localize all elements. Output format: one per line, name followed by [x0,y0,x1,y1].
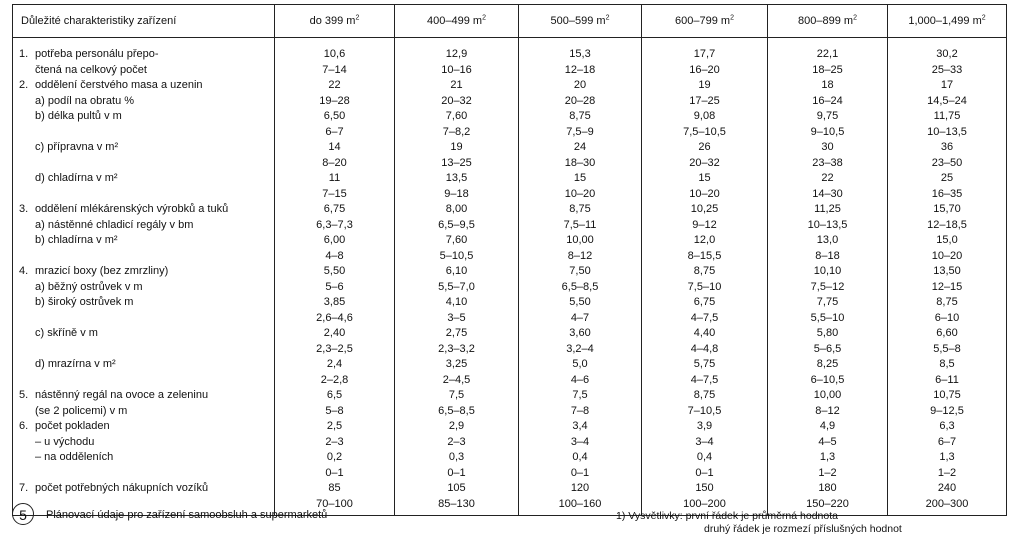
value-cell: 6,75 [642,295,768,311]
table-row [13,326,1007,342]
value-cell: 1,3 [888,450,1007,466]
value-cell: 30,2 [888,38,1007,63]
value-cell: 4–7,5 [642,311,768,327]
value-cell: 20–32 [642,156,768,172]
value-cell: 6,50 [275,109,395,125]
header-characteristics: Důležité charakteristiky zařízení [13,5,275,38]
value-cell: 21 [395,78,519,94]
value-cell: 7,5–10,5 [642,125,768,141]
value-cell: 3–4 [519,435,642,451]
value-cell: 7,5–12 [768,280,888,296]
value-cell: 2–3 [395,435,519,451]
row-number: 1. [19,48,29,60]
row-label-cell [13,78,275,94]
value-cell: 8–12 [768,404,888,420]
row-label-cell [13,466,275,482]
row-label-cell [13,373,275,389]
row-label-cell [13,249,275,265]
table-row [13,125,1007,141]
value-cell: 7,50 [519,264,642,280]
value-cell: 4–6 [519,373,642,389]
value-cell: 5,0 [519,357,642,373]
value-cell: 12–18,5 [888,218,1007,234]
value-cell: 22 [768,171,888,187]
value-cell: 13,0 [768,233,888,249]
row-label-cell [13,218,275,234]
value-cell: 3,85 [275,295,395,311]
value-cell: 15,0 [888,233,1007,249]
value-cell: 8,75 [519,202,642,218]
row-label: a) podíl na obratu % [35,94,135,107]
value-cell: 10,6 [275,38,395,63]
value-cell: 12,9 [395,38,519,63]
value-cell: 6,5 [275,388,395,404]
value-cell: 120 [519,481,642,497]
row-label: c) přípravna v m² [35,141,119,153]
value-cell: 200–300 [888,497,1007,516]
value-cell: 0–1 [642,466,768,482]
table-row [13,202,1007,218]
figure-caption [12,500,532,530]
row-label-cell [13,481,275,497]
table-row [13,435,1007,451]
value-cell: 7,60 [395,109,519,125]
value-cell: 5–8 [275,404,395,420]
value-cell: 100–160 [519,497,642,516]
value-cell: 19–28 [275,94,395,110]
table-row [13,466,1007,482]
value-cell: 7–8 [519,404,642,420]
value-cell: 16–35 [888,187,1007,203]
row-label: – na odděleních [35,451,114,463]
header-col-sup: 2 [482,14,486,22]
header-col-sup: 2 [853,14,857,22]
value-cell: 7–8,2 [395,125,519,141]
row-label: oddělení čerstvého masa a uzenin [35,79,203,91]
value-cell: 9–10,5 [768,125,888,141]
table-row [13,109,1007,125]
value-cell: 6,60 [888,326,1007,342]
value-cell: 7,75 [768,295,888,311]
document [12,4,1006,516]
value-cell: 8–15,5 [642,249,768,265]
row-label: d) chladírna v m² [35,172,118,184]
value-cell: 4–5 [768,435,888,451]
table-row [13,218,1007,234]
value-cell: 9–18 [395,187,519,203]
table-row [13,156,1007,172]
value-cell: 25–33 [888,63,1007,79]
value-cell: 5,80 [768,326,888,342]
table-row [13,373,1007,389]
value-cell: 18–25 [768,63,888,79]
value-cell: 3,60 [519,326,642,342]
row-number: 7. [19,482,29,494]
value-cell: 24 [519,140,642,156]
value-cell: 4–4,8 [642,342,768,358]
value-cell: 4–7 [519,311,642,327]
row-label-cell [13,264,275,280]
header-col-sup: 2 [730,14,734,22]
value-cell: 5,50 [275,264,395,280]
value-cell: 17,7 [642,38,768,63]
header-col-sup: 2 [981,14,986,22]
table-row [13,311,1007,327]
planning-table [12,4,1007,516]
row-label-cell [13,233,275,249]
footnote-line-1: 1) Vysvětlivky: první řádek je průměrná hodnota [616,510,838,522]
value-cell: 10–13,5 [768,218,888,234]
row-label: (se 2 policemi) v m [35,404,128,417]
value-cell: 5,5–8 [888,342,1007,358]
row-label-cell [13,435,275,451]
value-cell: 2,3–3,2 [395,342,519,358]
value-cell: 14,5–24 [888,94,1007,110]
header-row [13,5,1007,38]
table-row [13,249,1007,265]
value-cell: 15 [642,171,768,187]
value-cell: 85 [275,481,395,497]
header-col-text: 500–599 m [550,15,606,27]
table-row [13,264,1007,280]
value-cell: 15,70 [888,202,1007,218]
row-label: počet potřebných nákupních vozíků [35,482,209,494]
value-cell: 36 [888,140,1007,156]
value-cell: 9,75 [768,109,888,125]
value-cell: 105 [395,481,519,497]
row-label: a) běžný ostrůvek v m [35,280,143,293]
value-cell: 8–20 [275,156,395,172]
row-label-cell [13,125,275,141]
value-cell: 23–38 [768,156,888,172]
value-cell: 8–18 [768,249,888,265]
value-cell: 10–13,5 [888,125,1007,141]
value-cell: 0,2 [275,450,395,466]
value-cell: 3–5 [395,311,519,327]
value-cell: 26 [642,140,768,156]
value-cell: 0–1 [275,466,395,482]
row-number: 4. [19,265,29,277]
value-cell: 10–20 [642,187,768,203]
row-label: b) délka pultů v m [35,110,122,122]
value-cell: 0,4 [642,450,768,466]
row-label: d) mrazírna v m² [35,358,116,370]
value-cell: 8,00 [395,202,519,218]
footnote-line-2: druhý řádek je rozmezí příslušných hodnot [704,523,902,535]
row-label-cell [13,357,275,373]
value-cell: 12–18 [519,63,642,79]
value-cell: 6–7 [275,125,395,141]
value-cell: 15 [519,171,642,187]
table-row [13,94,1007,110]
value-cell: 9–12,5 [888,404,1007,420]
value-cell: 2,75 [395,326,519,342]
value-cell: 7,5–11 [519,218,642,234]
table-row [13,187,1007,203]
value-cell: 20 [519,78,642,94]
value-cell: 5,5–7,0 [395,280,519,296]
value-cell: 10,10 [768,264,888,280]
row-label: čtená na celkový počet [35,63,147,76]
value-cell: 14 [275,140,395,156]
table-row [13,38,1007,63]
row-label-cell [13,140,275,156]
value-cell: 11,25 [768,202,888,218]
row-label-cell [13,171,275,187]
table-row [13,450,1007,466]
value-cell: 70–100 [275,497,395,516]
value-cell: 6–7 [888,435,1007,451]
value-cell: 13–25 [395,156,519,172]
value-cell: 0–1 [519,466,642,482]
value-cell: 3,2–4 [519,342,642,358]
value-cell: 13,5 [395,171,519,187]
row-label-cell [13,94,275,110]
row-label: b) chladírna v m² [35,234,118,246]
header-col-6 [888,5,1007,38]
table-row [13,388,1007,404]
value-cell: 7,60 [395,233,519,249]
value-cell: 8,75 [642,264,768,280]
value-cell: 6,3 [888,419,1007,435]
table-row [13,140,1007,156]
value-cell: 180 [768,481,888,497]
value-cell: 20–32 [395,94,519,110]
value-cell: 22 [275,78,395,94]
value-cell: 10–20 [888,249,1007,265]
table-row [13,63,1007,79]
row-label-cell [13,311,275,327]
value-cell: 2,5 [275,419,395,435]
figure-number-badge: 5 [12,503,34,525]
value-cell: 7–15 [275,187,395,203]
value-cell: 20–28 [519,94,642,110]
header-col-text: 800–899 m [798,15,854,27]
value-cell: 9,08 [642,109,768,125]
value-cell: 2,9 [395,419,519,435]
footnote [616,510,902,536]
value-cell: 6,00 [275,233,395,249]
value-cell: 6,5–9,5 [395,218,519,234]
row-label-cell [13,38,275,63]
value-cell: 100–200 [642,497,768,516]
value-cell: 7–14 [275,63,395,79]
value-cell: 10,00 [519,233,642,249]
value-cell: 2–2,8 [275,373,395,389]
value-cell: 5,5–10 [768,311,888,327]
value-cell: 2,40 [275,326,395,342]
row-label: nástěnný regál na ovoce a zeleninu [35,389,209,401]
table-row [13,233,1007,249]
value-cell: 6–11 [888,373,1007,389]
row-number: 5. [19,389,29,401]
value-cell: 5–10,5 [395,249,519,265]
value-cell: 8,75 [519,109,642,125]
value-cell: 17 [888,78,1007,94]
value-cell: 3,4 [519,419,642,435]
value-cell: 2–4,5 [395,373,519,389]
header-col-1 [275,5,395,38]
value-cell: 19 [395,140,519,156]
value-cell: 25 [888,171,1007,187]
row-label-cell [13,404,275,420]
header-col-sup: 2 [605,14,610,22]
value-cell: 11,75 [888,109,1007,125]
row-label-cell [13,295,275,311]
value-cell: 85–130 [395,497,519,516]
row-label-cell [13,342,275,358]
value-cell: 5,75 [642,357,768,373]
value-cell: 17–25 [642,94,768,110]
value-cell: 14–30 [768,187,888,203]
value-cell: 150–220 [768,497,888,516]
value-cell: 7,5 [519,388,642,404]
value-cell: 240 [888,481,1007,497]
value-cell: 10–20 [519,187,642,203]
value-cell: 30 [768,140,888,156]
value-cell: 10–16 [395,63,519,79]
row-label-cell [13,419,275,435]
row-label-cell [13,450,275,466]
table-row [13,342,1007,358]
value-cell: 10,75 [888,388,1007,404]
row-label: potřeba personálu přepo- [35,48,159,60]
value-cell: 8,25 [768,357,888,373]
value-cell: 6–10,5 [768,373,888,389]
value-cell: 1–2 [888,466,1007,482]
table-row [13,481,1007,497]
row-label: c) skříně v m [35,327,98,339]
caption-text: Plánovací údaje pro zařízení samoobsluh a supermarketů [46,509,328,521]
value-cell: 9–12 [642,218,768,234]
row-label-cell [13,156,275,172]
value-cell: 4,9 [768,419,888,435]
row-number: 2. [19,79,29,91]
value-cell: 4–8 [275,249,395,265]
value-cell: 8–12 [519,249,642,265]
row-number: 3. [19,203,29,215]
row-label: počet pokladen [35,420,110,432]
value-cell: 7,5–10 [642,280,768,296]
value-cell: 7–10,5 [642,404,768,420]
value-cell: 6,5–8,5 [395,404,519,420]
row-label-cell [13,187,275,203]
value-cell: 6,10 [395,264,519,280]
value-cell: 23–50 [888,156,1007,172]
value-cell: 1–2 [768,466,888,482]
table-row [13,419,1007,435]
row-label: mrazicí boxy (bez zmrzliny) [35,265,169,277]
table-row [13,280,1007,296]
value-cell: 6,75 [275,202,395,218]
table-row [13,171,1007,187]
value-cell: 10,00 [768,388,888,404]
value-cell: 0–1 [395,466,519,482]
table-row [13,78,1007,94]
value-cell: 0,3 [395,450,519,466]
value-cell: 5–6 [275,280,395,296]
value-cell: 4,40 [642,326,768,342]
value-cell: 12–15 [888,280,1007,296]
value-cell: 22,1 [768,38,888,63]
header-col-sup: 2 [355,14,360,22]
value-cell: 12,0 [642,233,768,249]
value-cell: 6–10 [888,311,1007,327]
value-cell: 5–6,5 [768,342,888,358]
table-row [13,357,1007,373]
value-cell: 7,5 [395,388,519,404]
header-col-4 [642,5,768,38]
value-cell: 3–4 [642,435,768,451]
header-col-text: 600–799 m [675,15,731,27]
value-cell: 11 [275,171,395,187]
value-cell: 3,9 [642,419,768,435]
value-cell: 2,6–4,6 [275,311,395,327]
row-label: oddělení mlékárenských výrobků a tuků [35,203,229,215]
value-cell: 0,4 [519,450,642,466]
value-cell: 2,4 [275,357,395,373]
table-body [13,38,1007,516]
value-cell: 8,75 [642,388,768,404]
value-cell: 3,25 [395,357,519,373]
header-col-text: do 399 m [309,15,356,27]
row-number: 6. [19,420,29,432]
value-cell: 4–7,5 [642,373,768,389]
value-cell: 10,25 [642,202,768,218]
value-cell: 6,5–8,5 [519,280,642,296]
table-row [13,404,1007,420]
row-label: – u východu [35,435,95,448]
header-col-text: 400–499 m [427,15,483,27]
table-row [13,295,1007,311]
header-col-3 [519,5,642,38]
value-cell: 150 [642,481,768,497]
value-cell: 7,5–9 [519,125,642,141]
value-cell: 8,75 [888,295,1007,311]
value-cell: 2–3 [275,435,395,451]
value-cell: 2,3–2,5 [275,342,395,358]
row-label-cell [13,202,275,218]
row-label-cell [13,63,275,79]
header-col-2 [395,5,519,38]
row-label-cell [13,388,275,404]
row-label-cell [13,280,275,296]
value-cell: 18–30 [519,156,642,172]
row-label-cell [13,326,275,342]
value-cell: 19 [642,78,768,94]
value-cell: 4,10 [395,295,519,311]
value-cell: 16–20 [642,63,768,79]
value-cell: 8,5 [888,357,1007,373]
value-cell: 18 [768,78,888,94]
row-label: a) nástěnné chladicí regály v bm [35,218,194,231]
row-label-cell [13,109,275,125]
value-cell: 6,3–7,3 [275,218,395,234]
value-cell: 16–24 [768,94,888,110]
header-col-5 [768,5,888,38]
header-col-text: 1,000–1,499 m [908,15,982,27]
value-cell: 5,50 [519,295,642,311]
value-cell: 15,3 [519,38,642,63]
value-cell: 13,50 [888,264,1007,280]
value-cell: 1,3 [768,450,888,466]
row-label: b) široký ostrůvek m [35,296,134,308]
